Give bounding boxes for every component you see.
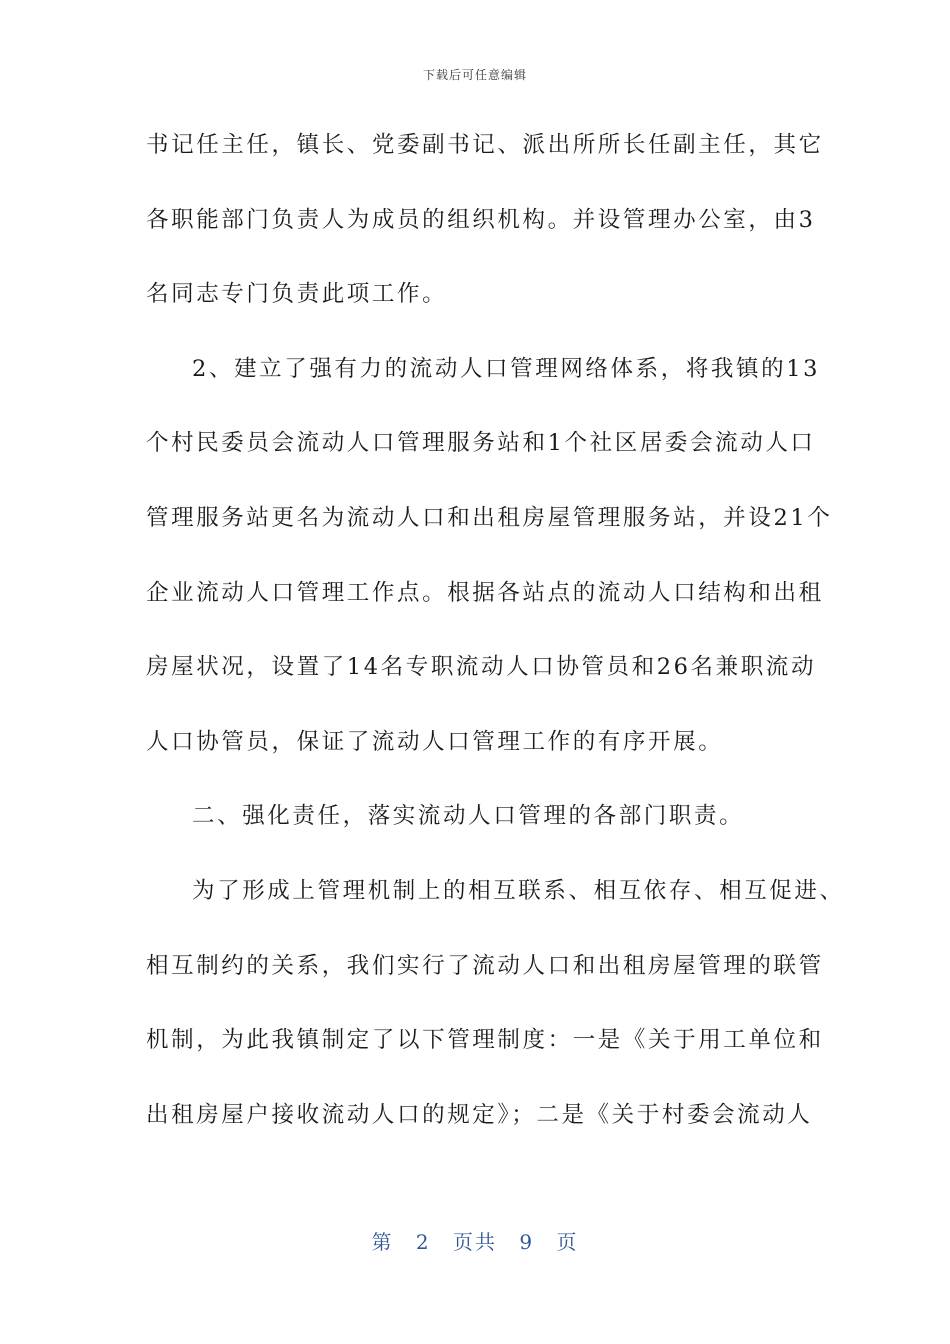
- footer-prefix: 第: [371, 1230, 394, 1254]
- text-line: 各职能部门负责人为成员的组织机构。并设管理办公室，由3: [146, 206, 816, 233]
- footer-suffix: 页: [556, 1230, 579, 1254]
- paragraph-start-line: 2、建立了强有力的流动人口管理网络体系，将我镇的13: [192, 355, 821, 382]
- footer-current-page: 2: [415, 1230, 431, 1254]
- footer-middle: 页共: [453, 1230, 497, 1254]
- section-heading-line: 二、强化责任，落实流动人口管理的各部门职责。: [192, 803, 745, 830]
- text-line: 企业流动人口管理工作点。根据各站点的流动人口结构和出租: [146, 579, 824, 606]
- text-line: 管理服务站更名为流动人口和出租房屋管理服务站，并设21个: [146, 504, 833, 531]
- text-line: 个村民委员会流动人口管理服务站和1个社区居委会流动人口: [146, 430, 816, 457]
- text-line: 相互制约的关系，我们实行了流动人口和出租房屋管理的联管: [146, 952, 824, 979]
- paragraph-start-line: 为了形成上管理机制上的相互联系、相互依存、相互促进、: [192, 877, 845, 904]
- document-body: [146, 118, 845, 1162]
- page-footer: [0, 1226, 950, 1255]
- page-header: 下载后可任意编辑: [422, 68, 527, 82]
- text-line: 名同志专门负责此项工作。: [146, 281, 448, 308]
- text-line: 书记任主任，镇长、党委副书记、派出所所长任副主任，其它: [146, 132, 824, 158]
- footer-total-pages: 9: [519, 1230, 535, 1254]
- text-line: 房屋状况，设置了14名专职流动人口协管员和26名兼职流动: [146, 654, 817, 681]
- text-line: 人口协管员，保证了流动人口管理工作的有序开展。: [146, 728, 724, 755]
- text-line: 机制，为此我镇制定了以下管理制度：一是《关于用工单位和: [146, 1027, 824, 1054]
- text-line: 出租房屋户接收流动人口的规定》；二是《关于村委会流动人: [146, 1101, 813, 1128]
